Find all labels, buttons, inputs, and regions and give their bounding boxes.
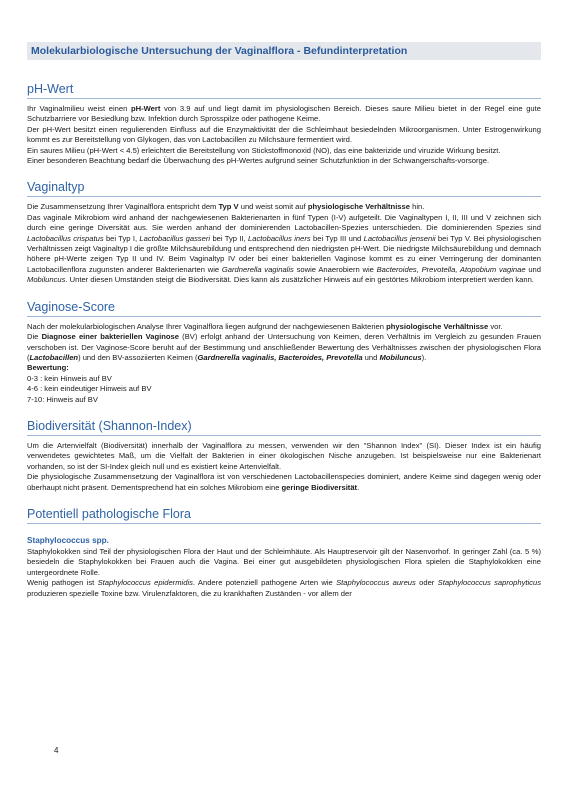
score-rating-label: Bewertung: bbox=[27, 363, 69, 373]
section-heading-ph: pH-Wert bbox=[27, 82, 541, 99]
patho-paragraph-1: Staphylokokken sind Teil der physiologischen Flora der Haut und der Schleimhäute. Als Hauptreservoir gilt der Nasenvorhof. In geringer Zahl (ca. 5 %) besiedeln die Staphylokokken bei Frauen auch die Vagina. Bei einer gut ausgebildeten physiologischen Flora spielen die Staphylokokken eine untergeordnete Rolle. bbox=[27, 546, 541, 577]
section-heading-vaginose-score: Vaginose-Score bbox=[27, 300, 541, 317]
page-number: 4 bbox=[54, 746, 59, 755]
document-title: Molekularbiologische Untersuchung der Vaginalflora - Befundinterpretation bbox=[27, 42, 541, 60]
section-heading-pathologische-flora: Potentiell pathologische Flora bbox=[27, 507, 541, 524]
typ-paragraph-2: Das vaginale Mikrobiom wird anhand der nachgewiesenen Bakterienarten in fünf Typen (I-V) aufgeteilt. Die Vaginaltypen I, II, III und V zeichnen sich durch eine geringe Diversität aus. Sie werden anhand der dominierenden Lactobacillen-Spezies unterschieden. Die dominierenden Spezies sind Lactobacillus crispatus bei Typ I, Lactobacillus gasseri bei Typ II, Lactobacillus iners bei Typ III und Lactobacillus jensenii bei Typ V. Bei physiologischen Verhältnissen zeigt Vaginaltyp I die größte Milchsäurebildung und entsprechend den niedrigsten pH-Wert. Die niedrigste Milchsäurebildung und demnach höhere pH-Werte zeigen Typ II und IV. Beim Vaginaltyp IV oder bei einer bakteriellen Vaginose kommt es zu einer Verringerung der dominanten Lactobacillenflora zugunsten anderer Bakterienarten wie Gardnerella vaginalis sowie Anaerobiern wie Bacteroides, Prevotella, Atopobium vaginae und Mobiluncus. Unter diesen Umständen steigt die Biodiversität. Dies kann als zusätzlicher Hinweis auf ein gestörtes Mikrobiom interpretiert werden kann. bbox=[27, 212, 541, 285]
score-rating-1: 0-3 : kein Hinweis auf BV bbox=[27, 373, 112, 383]
score-rating-2: 4-6 : kein eindeutiger Hinweis auf BV bbox=[27, 384, 152, 394]
div-paragraph-1: Um die Artenvielfalt (Biodiversität) innerhalb der Vaginalflora zu messen, verwenden wir den "Shannon Index" (SI). Dieser Index ist ein häufig verwendetes gewichtetes Maß, um die Vielfalt der Bakterien in einer ökologischen Nische anzugeben. Ist beispielsweise nur eine Bakterienart vorhanden, so ist der SI-Index gleich null und es existiert keine Artenvielfalt. bbox=[27, 440, 541, 471]
ph-paragraph-1: Ihr Vaginalmilieu weist einen pH-Wert von 3.9 auf und liegt damit im physiologischen Bereich. Dieses saure Milieu bietet in der Regel eine gute Schutzbarriere vor Besiedlung bzw. Infektion durch Sprosspilze oder pathogene Keime. bbox=[27, 104, 541, 124]
ph-paragraph-4: Einer besonderen Beachtung bedarf die Überwachung des pH-Wertes aufgrund seiner Schutzfunktion in der Schwangerschafts-vorsorge. bbox=[27, 156, 490, 166]
section-ph-wert bbox=[27, 82, 541, 166]
section-biodiversitaet bbox=[27, 419, 541, 493]
score-paragraph-1: Nach der molekularbiologischen Analyse Ihrer Vaginalflora liegen aufgrund der nachgewiesenen Bakterien physiologische Verhältnisse vor. bbox=[27, 321, 503, 331]
typ-paragraph-1: Die Zusammensetzung Ihrer Vaginalflora entspricht dem Typ V und weist somit auf physiologische Verhältnisse hin. bbox=[27, 202, 425, 212]
section-vaginose-score bbox=[27, 300, 541, 405]
section-heading-biodiversitaet: Biodiversität (Shannon-Index) bbox=[27, 419, 541, 436]
section-heading-vaginaltyp: Vaginaltyp bbox=[27, 180, 541, 197]
ph-paragraph-3: Ein saures Milieu (pH-Wert < 4.5) erleichtert die Bereitstellung von Stickstoffmonoxid (NO), das eine bakterizide und viruzide Wirkung besitzt. bbox=[27, 145, 501, 155]
report-page bbox=[27, 42, 541, 599]
patho-paragraph-2: Wenig pathogen ist Staphylococcus epidermidis. Andere potenziell pathogene Arten wie Staphylococcus aureus oder Staphylococcus saprophyticus produzieren spezielle Toxine bzw. Virulenzfaktoren, die zu krankhaften Zuständen - vor allem der bbox=[27, 578, 541, 598]
ph-paragraph-2: Der pH-Wert besitzt einen regulierenden Einfluss auf die Enzymaktivität der die Schleimhaut besiedelnden Mikroorganismen. Unter Estrogenwirkung kommt es zur Bereitstellung von Glykogen, das von Lactobacillen zu Milchsäure fermentiert wird. bbox=[27, 124, 541, 145]
score-paragraph-2: Die Diagnose einer bakteriellen Vaginose (BV) erfolgt anhand der Untersuchung von Keimen, deren Verhältnis im Vergleich zu gesunden Frauen verschoben ist. Der Vaginose-Score beruht auf der Bestimmung und anschließender Bewertung des Verhältnisses zwischen der physiologischen Flora (Lactobacillen) und den BV-assoziierten Keimen (Gardnerella vaginalis, Bacteroides, Prevotella und Mobiluncus). bbox=[27, 332, 541, 362]
score-rating-3: 7-10: Hinweis auf BV bbox=[27, 394, 98, 404]
section-vaginaltyp bbox=[27, 180, 541, 285]
section-pathologische-flora bbox=[27, 507, 541, 599]
subheading-staphylococcus: Staphylococcus spp. bbox=[27, 535, 109, 545]
div-paragraph-2: Die physiologische Zusammensetzung der Vaginalflora ist von verschiedenen Lactobacillenspecies dominiert, andere Keime sind dagegen wenig oder überhaupt nicht präsent. Dementsprechend hat ein solches Mikrobiom eine geringe Biodiversität. bbox=[27, 472, 541, 492]
